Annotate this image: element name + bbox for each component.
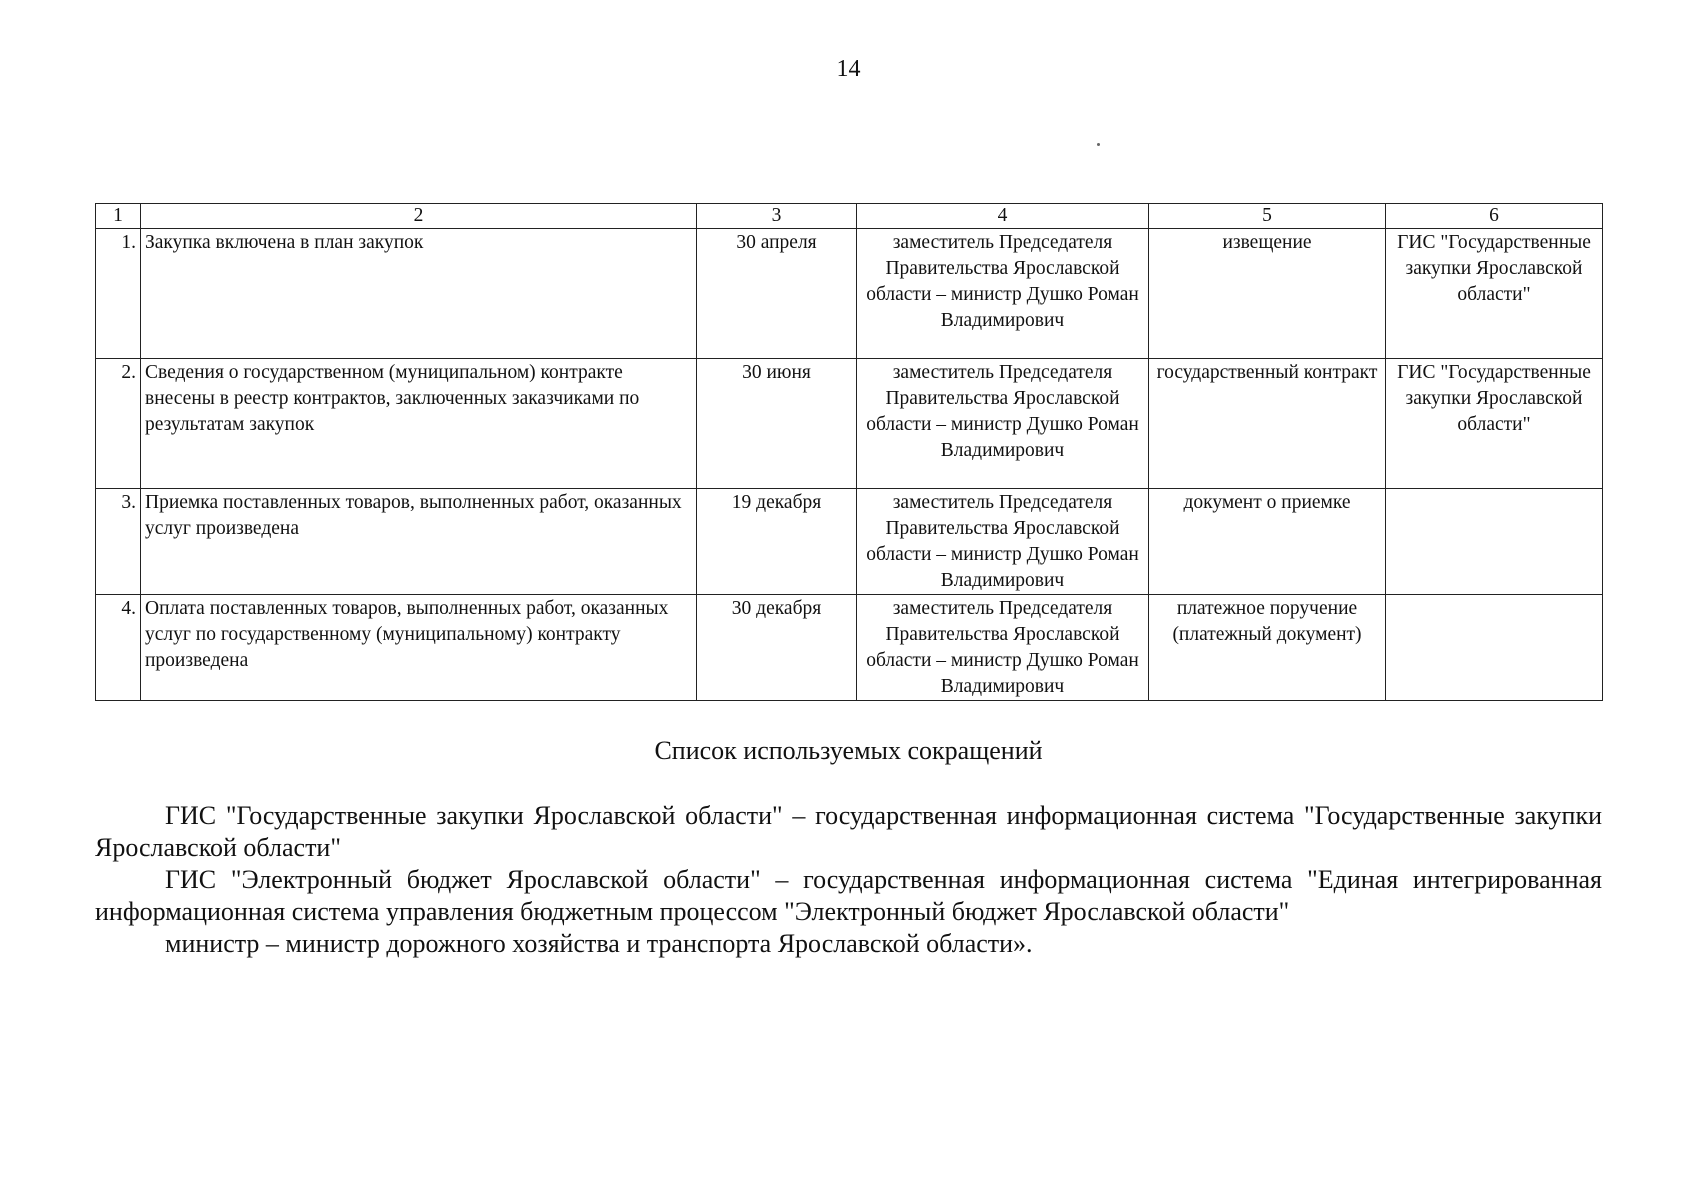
header-cell-4: 4 xyxy=(857,204,1149,229)
event-cell: Сведения о государственном (муниципальном) контракте внесены в реестр контрактов, заключенных заказчиками по результатам закупок xyxy=(141,359,697,489)
date-cell: 30 апреля xyxy=(697,229,857,359)
page-number: 14 xyxy=(836,56,861,82)
header-cell-6: 6 xyxy=(1386,204,1603,229)
row-number: 4. xyxy=(96,595,141,701)
responsible-cell: заместитель Председателя Правительства Ярославской области – министр Душко Роман Владимирович xyxy=(857,359,1149,489)
table-row xyxy=(96,359,1603,489)
document-cell: платежное поручение (платежный документ) xyxy=(1149,595,1386,701)
abbreviations-list xyxy=(95,800,1602,960)
date-cell: 30 июня xyxy=(697,359,857,489)
table-header-row xyxy=(96,204,1603,229)
event-cell: Приемка поставленных товаров, выполненных работ, оказанных услуг произведена xyxy=(141,489,697,595)
document-cell: извещение xyxy=(1149,229,1386,359)
source-cell xyxy=(1386,595,1603,701)
date-cell: 30 декабря xyxy=(697,595,857,701)
date-cell: 19 декабря xyxy=(697,489,857,595)
row-number: 3. xyxy=(96,489,141,595)
header-cell-3: 3 xyxy=(697,204,857,229)
header-cell-2: 2 xyxy=(141,204,697,229)
abbreviations-title: Список используемых сокращений xyxy=(654,736,1043,765)
responsible-cell: заместитель Председателя Правительства Ярославской области – министр Душко Роман Владимирович xyxy=(857,229,1149,359)
abbreviation-item: ГИС "Электронный бюджет Ярославской области" – государственная информационная система "Единая интегрированная информационная система управления бюджетным процессом "Электронный бюджет Ярославской области" xyxy=(95,865,1602,926)
document-cell: документ о приемке xyxy=(1149,489,1386,595)
abbreviation-item: министр – министр дорожного хозяйства и транспорта Ярославской области». xyxy=(165,929,1033,958)
header-cell-5: 5 xyxy=(1149,204,1386,229)
table-row xyxy=(96,489,1603,595)
responsible-cell: заместитель Председателя Правительства Ярославской области – министр Душко Роман Владимирович xyxy=(857,489,1149,595)
source-cell: ГИС "Государственные закупки Ярославской области" xyxy=(1386,229,1603,359)
header-cell-1: 1 xyxy=(96,204,141,229)
table-row xyxy=(96,229,1603,359)
responsible-cell: заместитель Председателя Правительства Ярославской области – министр Душко Роман Владимирович xyxy=(857,595,1149,701)
row-number: 1. xyxy=(96,229,141,359)
row-number: 2. xyxy=(96,359,141,489)
event-cell: Оплата поставленных товаров, выполненных работ, оказанных услуг по государственному (муниципальному) контракту произведена xyxy=(141,595,697,701)
document-cell: государственный контракт xyxy=(1149,359,1386,489)
event-cell: Закупка включена в план закупок xyxy=(141,229,697,359)
scan-speck xyxy=(1097,143,1100,146)
source-cell: ГИС "Государственные закупки Ярославской области" xyxy=(1386,359,1603,489)
control-points-table xyxy=(95,203,1603,701)
source-cell xyxy=(1386,489,1603,595)
table-row xyxy=(96,595,1603,701)
abbreviation-item: ГИС "Государственные закупки Ярославской области" – государственная информационная система "Государственные закупки Ярославской области" xyxy=(95,801,1602,862)
